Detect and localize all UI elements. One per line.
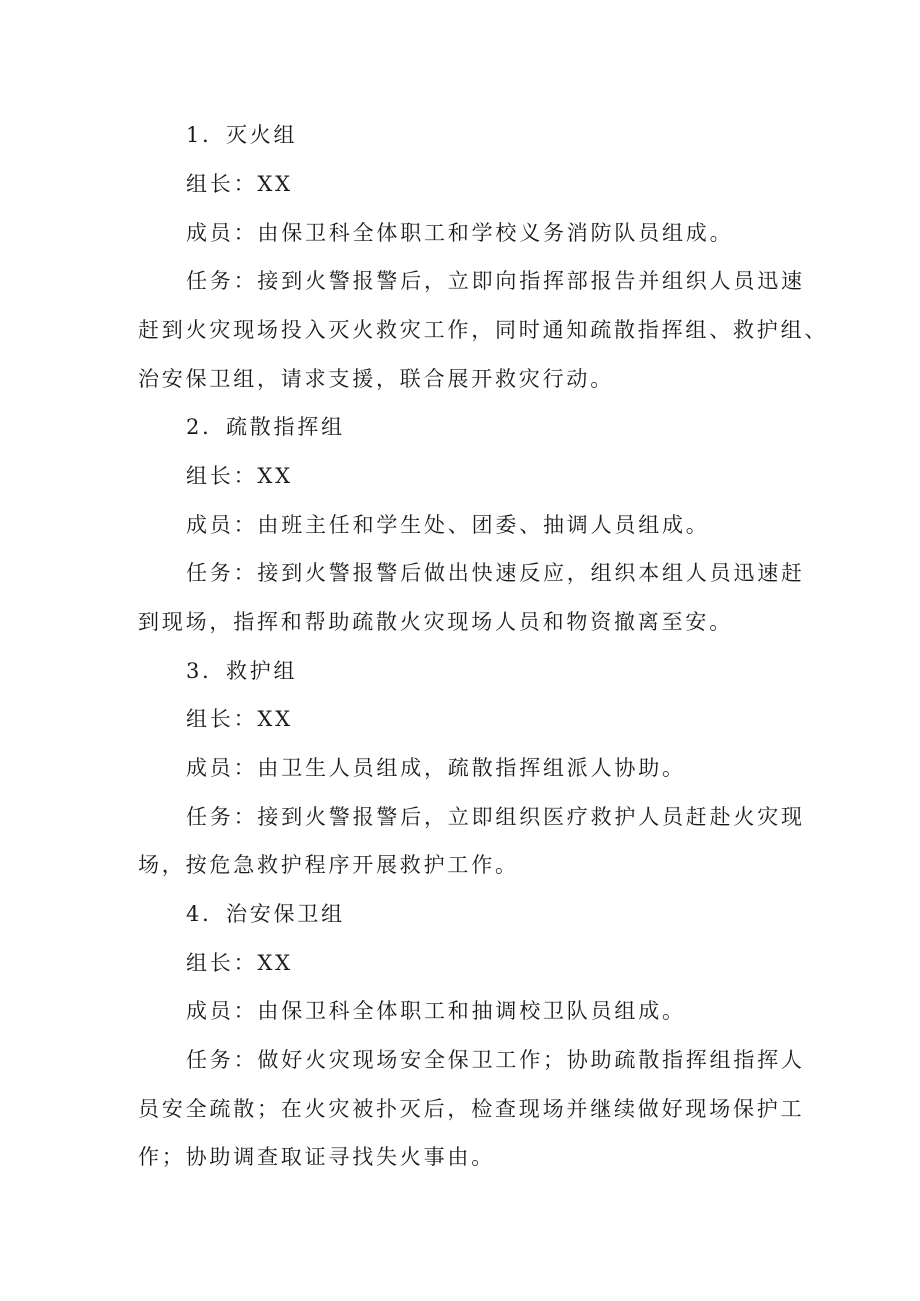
section-4-task-line-3: 作；协助调查取证寻找失火事由。 [138, 1145, 495, 1169]
section-1-task-line-1: 任务：接到火警报警后，立即向指挥部报告并组织人员迅速 [186, 269, 805, 293]
section-1-members: 成员：由保卫科全体职工和学校义务消防队员组成。 [186, 221, 734, 245]
section-4-members: 成员：由保卫科全体职工和抽调校卫队员组成。 [186, 999, 686, 1023]
section-4-heading: 4．治安保卫组 [186, 902, 345, 926]
section-2-task-line-2: 到现场，指挥和帮助疏散火灾现场人员和物资撤离至安。 [138, 610, 733, 634]
section-1-task-line-3: 治安保卫组，请求支援，联合展开救灾行动。 [138, 367, 614, 391]
section-2-members: 成员：由班主任和学生处、团委、抽调人员组成。 [186, 513, 710, 537]
section-1-leader: 组长：XX [186, 172, 293, 196]
section-1-task-line-2: 赶到火灾现场投入灭火救灾工作，同时通知疏散指挥组、救护组、 [138, 318, 829, 342]
section-2-heading: 2．疏散指挥组 [186, 415, 345, 439]
section-4-task-line-2: 员安全疏散；在火灾被扑灭后，检查现场并继续做好现场保护工 [138, 1097, 805, 1121]
section-2-task-line-1: 任务：接到火警报警后做出快速反应，组织本组人员迅速赶 [186, 561, 805, 585]
section-3-task-line-1: 任务：接到火警报警后，立即组织医疗救护人员赶赴火灾现 [186, 805, 805, 829]
section-3-heading: 3．救护组 [186, 659, 298, 683]
section-1-heading: 1．灭火组 [186, 123, 298, 147]
section-4-task-line-1: 任务：做好火灾现场安全保卫工作；协助疏散指挥组指挥人 [186, 1048, 805, 1072]
section-3-members: 成员：由卫生人员组成，疏散指挥组派人协助。 [186, 756, 686, 780]
section-4-leader: 组长：XX [186, 951, 293, 975]
section-3-leader: 组长：XX [186, 707, 293, 731]
section-2-leader: 组长：XX [186, 464, 293, 488]
section-3-task-line-2: 场，按危急救护程序开展救护工作。 [138, 853, 519, 877]
